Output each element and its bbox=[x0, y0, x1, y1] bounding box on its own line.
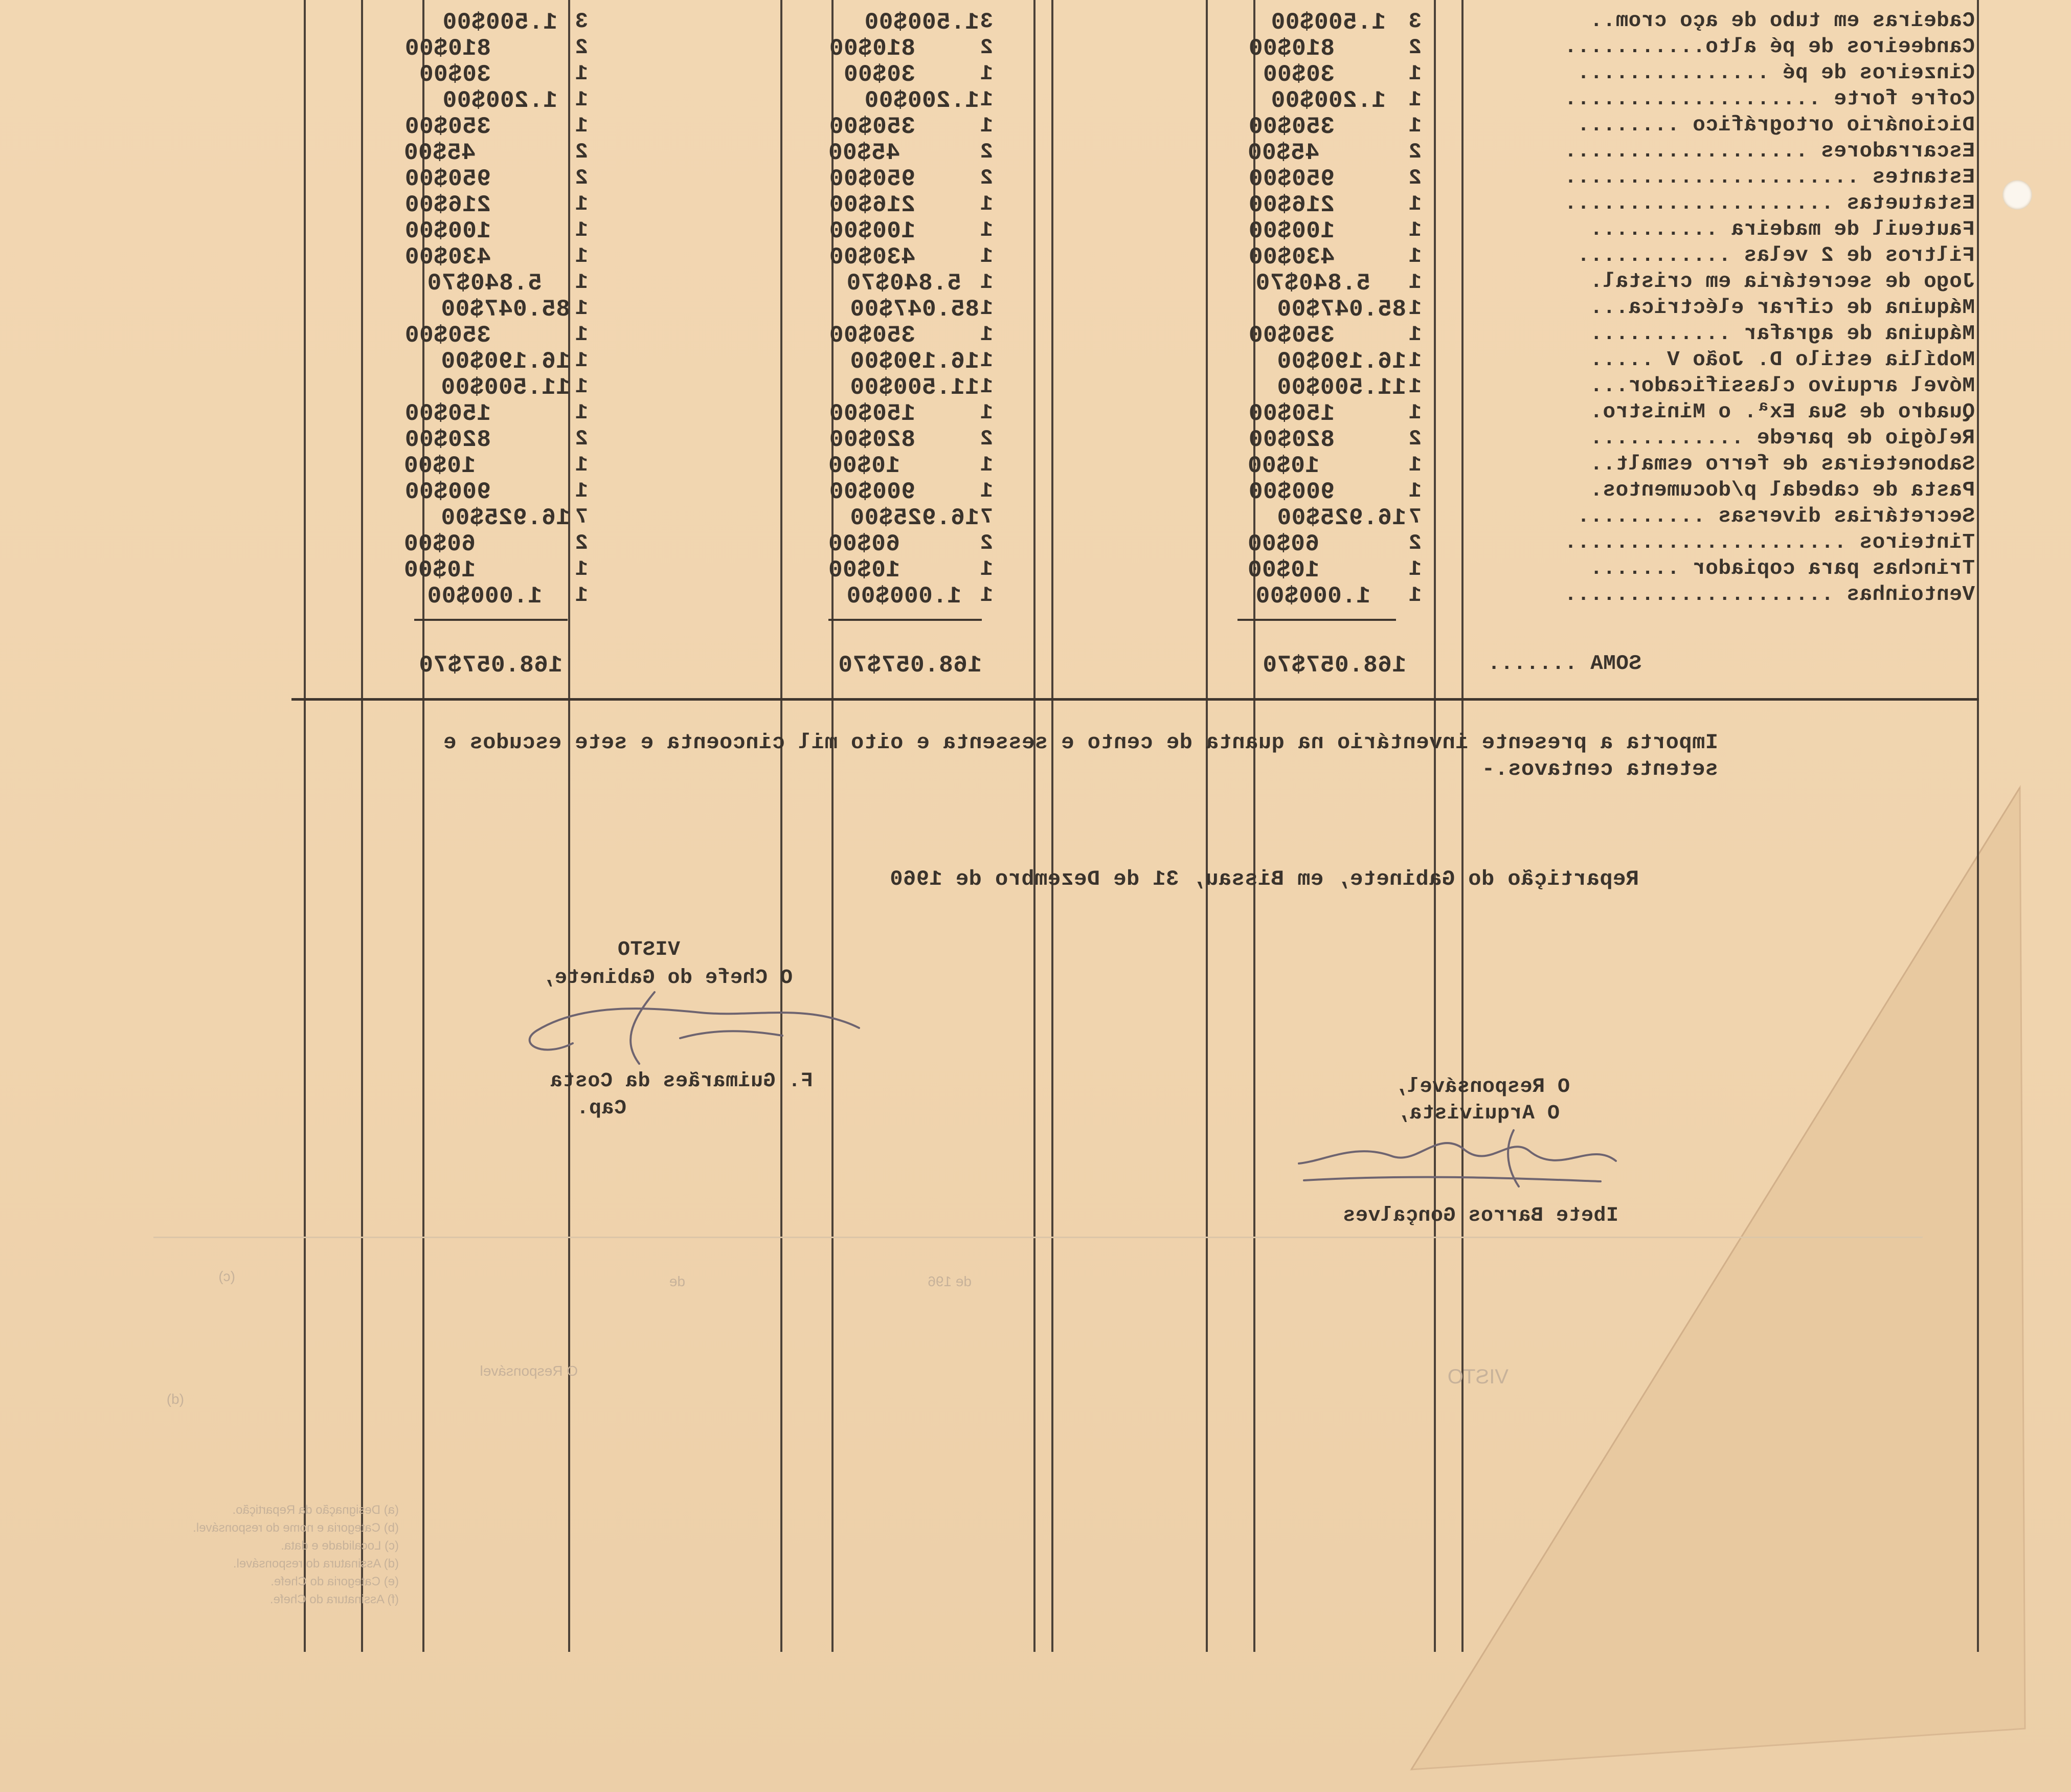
item-quantity: 1 bbox=[575, 244, 588, 268]
item-quantity: 2 bbox=[575, 531, 588, 555]
item-description: Pasta de cabedal p/documentos. bbox=[1589, 479, 1975, 502]
item-description: Máquina de agrafar ........... bbox=[1589, 322, 1975, 346]
chefe-signature bbox=[486, 982, 869, 1074]
item-value: 30$00 bbox=[419, 61, 491, 88]
item-value: 350$00 bbox=[404, 322, 491, 349]
list-item bbox=[0, 114, 2071, 140]
amount-in-words-continued: setenta centavos.- bbox=[1481, 757, 1718, 781]
item-value: 60$00 bbox=[403, 531, 476, 557]
item-quantity: 1 bbox=[575, 270, 588, 295]
item-value: 430$00 bbox=[404, 244, 491, 271]
list-item bbox=[0, 557, 2071, 583]
item-value: 810$00 bbox=[1248, 35, 1335, 62]
item-value: 16.190$00 bbox=[441, 348, 570, 375]
item-quantity: 1 bbox=[1408, 296, 1422, 321]
item-value: 10$00 bbox=[1247, 557, 1319, 584]
signature-stroke bbox=[530, 1009, 859, 1049]
faint-field-c: (c) bbox=[218, 1268, 235, 1284]
item-description: Mobília estilo D. João V ..... bbox=[1589, 348, 1975, 372]
responsavel-title: O Responsável, bbox=[1394, 1076, 1570, 1099]
item-quantity: 1 bbox=[1408, 583, 1422, 608]
item-value: 810$00 bbox=[404, 35, 491, 62]
item-quantity: 7 bbox=[1408, 505, 1422, 529]
item-quantity: 1 bbox=[1408, 400, 1422, 425]
signature-stroke bbox=[680, 1031, 782, 1038]
item-quantity: 1 bbox=[980, 87, 993, 112]
item-description: Jogo de secretária em cristal. bbox=[1589, 270, 1975, 294]
footnote: (e) Categoria do Chefe. bbox=[271, 1575, 399, 1588]
list-item bbox=[0, 427, 2071, 453]
item-quantity: 1 bbox=[1408, 244, 1422, 268]
place-and-date bbox=[890, 867, 1639, 891]
faint-o-responsavel: O Responsável bbox=[480, 1363, 578, 1379]
list-item bbox=[0, 87, 2071, 114]
item-quantity: 2 bbox=[980, 35, 993, 60]
arquivista-title: O Arquivista, bbox=[1397, 1102, 1560, 1125]
item-quantity: 1 bbox=[980, 270, 993, 295]
item-quantity: 7 bbox=[980, 505, 993, 529]
item-value: 16.925$00 bbox=[441, 505, 570, 531]
item-description: Relógio de parede ............ bbox=[1589, 427, 1975, 450]
item-quantity: 1 bbox=[1408, 192, 1422, 216]
total-value: 168.057$70 bbox=[418, 652, 562, 679]
item-value: 1.000$00 bbox=[846, 583, 961, 610]
item-quantity: 1 bbox=[575, 192, 588, 216]
item-quantity: 1 bbox=[980, 192, 993, 216]
item-quantity: 2 bbox=[1408, 35, 1422, 60]
item-description: Estantes ....................... bbox=[1564, 166, 1975, 189]
item-quantity: 1 bbox=[980, 400, 993, 425]
list-item bbox=[0, 505, 2071, 531]
item-quantity: 2 bbox=[980, 427, 993, 451]
item-value: 5.840$70 bbox=[427, 270, 542, 297]
faint-footnotes bbox=[193, 1501, 399, 1608]
item-description: Secretárias diversas .......... bbox=[1577, 505, 1975, 528]
list-item bbox=[0, 322, 2071, 348]
place-date-text: Repartição do Gabinete, em Bissau, 31 de Dezembro de bbox=[942, 867, 1639, 891]
subtotal-rule bbox=[828, 619, 982, 621]
item-value: 350$00 bbox=[1248, 114, 1335, 140]
item-value: 100$00 bbox=[829, 218, 915, 244]
item-quantity: 1 bbox=[980, 557, 993, 581]
item-quantity: 2 bbox=[1408, 531, 1422, 555]
item-value: 45$00 bbox=[403, 140, 476, 166]
list-item bbox=[0, 270, 2071, 296]
item-description: Cofre forte .................... bbox=[1564, 87, 1975, 111]
footnote: (c) Localidade e data. bbox=[281, 1539, 399, 1553]
item-quantity: 1 bbox=[980, 114, 993, 138]
item-description: Cadeiras em tubo de aço crom.. bbox=[1589, 9, 1975, 33]
item-value: 85.047$00 bbox=[441, 296, 570, 323]
item-value: 10$00 bbox=[828, 453, 900, 479]
item-value: 30$00 bbox=[1263, 61, 1335, 88]
item-description: Cinzeiros de pé ............... bbox=[1577, 61, 1975, 85]
item-value: 350$00 bbox=[1248, 322, 1335, 349]
item-quantity: 1 bbox=[980, 296, 993, 321]
item-value: 950$00 bbox=[829, 166, 915, 192]
item-value: 5.840$70 bbox=[1255, 270, 1370, 297]
item-quantity: 1 bbox=[980, 374, 993, 399]
item-quantity: 1 bbox=[575, 114, 588, 138]
item-quantity: 1 bbox=[980, 479, 993, 503]
item-value: 900$00 bbox=[404, 479, 491, 505]
item-description: Trinchas para copiador ....... bbox=[1589, 557, 1975, 580]
item-quantity: 2 bbox=[980, 166, 993, 190]
item-quantity: 2 bbox=[575, 35, 588, 60]
item-quantity: 1 bbox=[1408, 61, 1422, 86]
item-description: Móvel arquivo classificador... bbox=[1589, 374, 1975, 398]
list-item bbox=[0, 296, 2071, 322]
footnote: (a) Designação da Repartição. bbox=[232, 1503, 399, 1517]
item-value: 10$00 bbox=[403, 453, 476, 479]
list-item bbox=[0, 453, 2071, 479]
total-row bbox=[0, 652, 2071, 678]
item-value: 820$00 bbox=[404, 427, 491, 453]
item-quantity: 2 bbox=[1408, 427, 1422, 451]
footnote: (d) Assinatura do responsável. bbox=[233, 1557, 399, 1571]
item-value: 45$00 bbox=[1247, 140, 1319, 166]
item-value: 430$00 bbox=[829, 244, 915, 271]
item-value: 150$00 bbox=[1248, 400, 1335, 427]
item-value: 10$00 bbox=[403, 557, 476, 584]
amount-in-words: Importa a presente inventário na quanta de cento e sessenta e oito mil cincoenta e sete escudos e bbox=[443, 730, 1718, 755]
list-item bbox=[0, 400, 2071, 427]
item-quantity: 1 bbox=[1408, 479, 1422, 503]
item-description: Filtros de 2 velas ............ bbox=[1577, 244, 1975, 267]
item-value: 1.500$00 bbox=[1271, 9, 1386, 36]
item-quantity: 1 bbox=[575, 400, 588, 425]
item-quantity: 2 bbox=[575, 140, 588, 164]
item-quantity: 1 bbox=[1408, 322, 1422, 347]
list-item bbox=[0, 531, 2071, 557]
item-quantity: 1 bbox=[575, 374, 588, 399]
item-quantity: 1 bbox=[575, 479, 588, 503]
item-quantity: 1 bbox=[1408, 557, 1422, 581]
footnote: (f) Assinatura do Chefe. bbox=[269, 1593, 399, 1606]
item-value: 150$00 bbox=[829, 400, 915, 427]
item-value: 1.500$00 bbox=[442, 9, 557, 36]
item-quantity: 1 bbox=[575, 583, 588, 608]
footnote: (b) Categoria e nome do responsável. bbox=[193, 1521, 399, 1535]
total-value: 168.057$70 bbox=[1262, 652, 1406, 679]
item-value: 216$00 bbox=[1248, 192, 1335, 218]
item-quantity: 3 bbox=[1408, 9, 1422, 34]
item-value: 900$00 bbox=[1248, 479, 1335, 505]
item-value: 45$00 bbox=[828, 140, 900, 166]
item-description: Quadro de Sua Exª. o Ministro. bbox=[1589, 400, 1975, 424]
faint-de: de bbox=[669, 1273, 685, 1289]
item-value: 820$00 bbox=[829, 427, 915, 453]
place-date-year: 1960 bbox=[889, 867, 942, 891]
item-value: 11.500$00 bbox=[850, 374, 979, 401]
item-quantity: 2 bbox=[575, 166, 588, 190]
subtotal-rule bbox=[1237, 619, 1396, 621]
item-description: Máquina de cifrar eléctrica... bbox=[1589, 296, 1975, 320]
item-quantity: 1 bbox=[980, 61, 993, 86]
item-quantity: 1 bbox=[980, 244, 993, 268]
list-item bbox=[0, 218, 2071, 244]
item-value: 16.925$00 bbox=[1277, 505, 1406, 531]
list-item bbox=[0, 479, 2071, 505]
list-item bbox=[0, 166, 2071, 192]
item-quantity: 1 bbox=[1408, 453, 1422, 477]
item-quantity: 1 bbox=[575, 296, 588, 321]
item-quantity: 1 bbox=[1408, 374, 1422, 399]
item-value: 950$00 bbox=[404, 166, 491, 192]
visto-label: VISTO bbox=[617, 938, 680, 961]
item-value: 5.840$70 bbox=[846, 270, 961, 297]
item-value: 10$00 bbox=[828, 557, 900, 584]
item-value: 1.500$00 bbox=[864, 9, 979, 36]
list-item bbox=[0, 192, 2071, 218]
total-label: SOMA ....... bbox=[1487, 652, 1641, 676]
item-quantity: 1 bbox=[575, 557, 588, 581]
item-quantity: 1 bbox=[1408, 270, 1422, 295]
item-quantity: 1 bbox=[1408, 218, 1422, 242]
item-description: Ventoinhas ..................... bbox=[1564, 583, 1975, 607]
item-value: 350$00 bbox=[829, 322, 915, 349]
item-value: 150$00 bbox=[404, 400, 491, 427]
list-item bbox=[0, 374, 2071, 400]
list-item bbox=[0, 583, 2071, 609]
item-value: 430$00 bbox=[1248, 244, 1335, 271]
item-value: 350$00 bbox=[404, 114, 491, 140]
item-value: 100$00 bbox=[404, 218, 491, 244]
item-value: 216$00 bbox=[829, 192, 915, 218]
item-quantity: 7 bbox=[575, 505, 588, 529]
list-item bbox=[0, 140, 2071, 166]
chefe-title: O Chefe do Gabinete, bbox=[542, 967, 793, 990]
item-value: 1.200$00 bbox=[864, 87, 979, 114]
item-value: 820$00 bbox=[1248, 427, 1335, 453]
item-quantity: 1 bbox=[980, 322, 993, 347]
chefe-name: F. Guimarães da Costa bbox=[550, 1070, 813, 1093]
faint-visto: VISTO bbox=[1447, 1365, 1509, 1388]
item-description: Dicionário ortográfico ........ bbox=[1577, 114, 1975, 137]
faint-de-196: de 196 bbox=[928, 1273, 972, 1289]
item-quantity: 2 bbox=[1408, 166, 1422, 190]
item-value: 1.000$00 bbox=[427, 583, 542, 610]
item-quantity: 1 bbox=[575, 218, 588, 242]
item-quantity: 2 bbox=[980, 140, 993, 164]
item-description: Escarradores ................... bbox=[1564, 140, 1975, 163]
item-description: Saboneteiras de ferro esmalt.. bbox=[1589, 453, 1975, 476]
list-item bbox=[0, 348, 2071, 374]
item-quantity: 1 bbox=[575, 322, 588, 347]
item-value: 60$00 bbox=[828, 531, 900, 557]
signature-stroke bbox=[1299, 1143, 1616, 1163]
item-description: Tinteiros ...................... bbox=[1564, 531, 1975, 554]
faint-rule bbox=[153, 1237, 1923, 1238]
responsavel-signature bbox=[1273, 1120, 1631, 1207]
item-description: Fauteuil de madeira .......... bbox=[1589, 218, 1975, 241]
chefe-rank: Cap. bbox=[576, 1097, 626, 1120]
item-value: 950$00 bbox=[1248, 166, 1335, 192]
item-value: 16.190$00 bbox=[1277, 348, 1406, 375]
item-quantity: 1 bbox=[1408, 348, 1422, 373]
list-item bbox=[0, 35, 2071, 61]
list-item bbox=[0, 61, 2071, 87]
item-value: 16.925$00 bbox=[850, 505, 979, 531]
item-quantity: 1 bbox=[980, 348, 993, 373]
item-value: 350$00 bbox=[829, 114, 915, 140]
item-description: Estatuetas ..................... bbox=[1564, 192, 1975, 215]
item-value: 1.200$00 bbox=[1271, 87, 1386, 114]
item-quantity: 1 bbox=[980, 583, 993, 608]
signature-stroke bbox=[631, 992, 655, 1064]
table-bottom-rule bbox=[291, 698, 1979, 701]
signature-stroke bbox=[1304, 1177, 1601, 1181]
item-quantity: 1 bbox=[575, 453, 588, 477]
item-value: 11.500$00 bbox=[441, 374, 570, 401]
item-value: 1.000$00 bbox=[1255, 583, 1370, 610]
item-quantity: 1 bbox=[1408, 87, 1422, 112]
faint-field-d: (d) bbox=[166, 1391, 184, 1407]
item-quantity: 3 bbox=[575, 9, 588, 34]
item-quantity: 1 bbox=[1408, 114, 1422, 138]
item-description: Candeeiros de pé alto........... bbox=[1564, 35, 1975, 59]
item-value: 85.047$00 bbox=[850, 296, 979, 323]
item-value: 11.500$00 bbox=[1277, 374, 1406, 401]
item-quantity: 1 bbox=[575, 61, 588, 86]
item-value: 100$00 bbox=[1248, 218, 1335, 244]
item-quantity: 2 bbox=[575, 427, 588, 451]
item-value: 900$00 bbox=[829, 479, 915, 505]
item-quantity: 2 bbox=[1408, 140, 1422, 164]
item-quantity: 1 bbox=[575, 348, 588, 373]
item-quantity: 1 bbox=[980, 218, 993, 242]
item-value: 60$00 bbox=[1247, 531, 1319, 557]
item-quantity: 1 bbox=[575, 87, 588, 112]
responsavel-name: Ibete Barros Gonçalves bbox=[1342, 1204, 1618, 1227]
item-value: 10$00 bbox=[1247, 453, 1319, 479]
item-value: 1.200$00 bbox=[442, 87, 557, 114]
item-quantity: 2 bbox=[980, 531, 993, 555]
item-value: 16.190$00 bbox=[850, 348, 979, 375]
item-quantity: 3 bbox=[980, 9, 993, 34]
item-value: 216$00 bbox=[404, 192, 491, 218]
item-value: 30$00 bbox=[843, 61, 915, 88]
item-quantity: 1 bbox=[980, 453, 993, 477]
list-item bbox=[0, 244, 2071, 270]
item-value: 85.047$00 bbox=[1277, 296, 1406, 323]
list-item bbox=[0, 9, 2071, 35]
total-value: 168.057$70 bbox=[838, 652, 982, 679]
subtotal-rule bbox=[414, 619, 568, 621]
item-value: 810$00 bbox=[829, 35, 915, 62]
